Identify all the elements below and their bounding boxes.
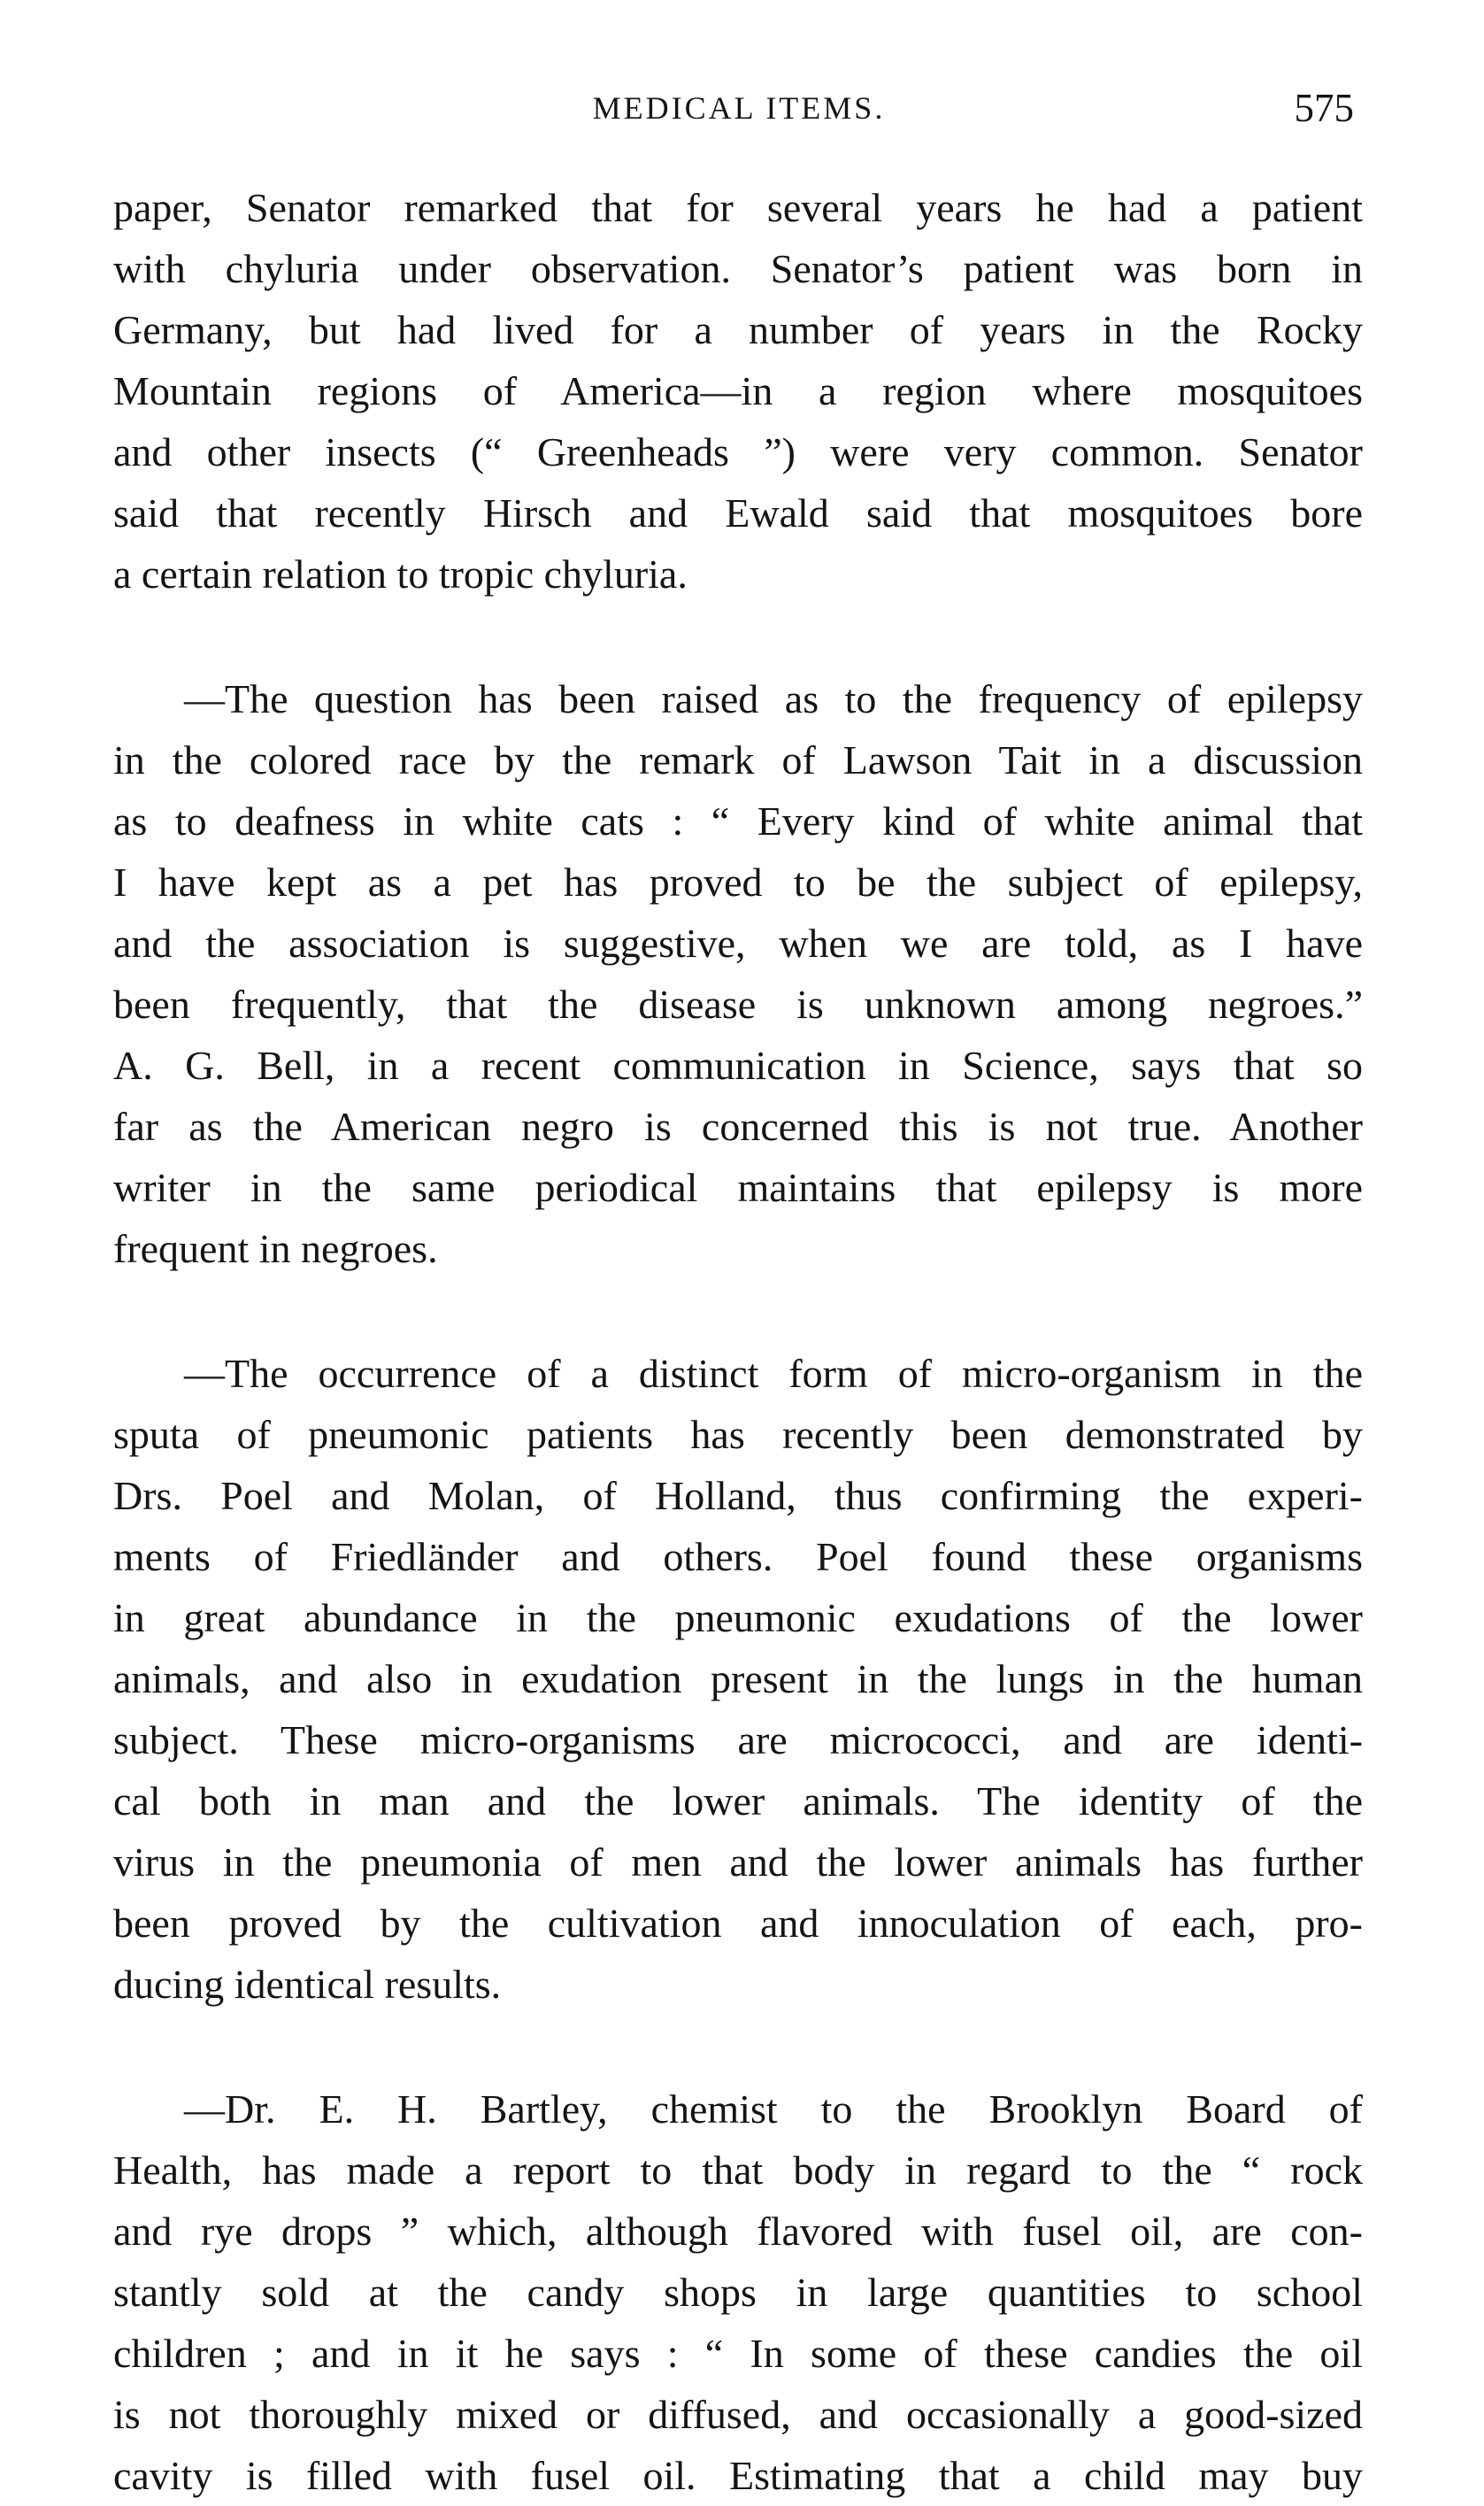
text-line: been proved by the cultivation and innoculation of each, pro- — [113, 1901, 1363, 1946]
text-line: I have kept as a pet has proved to be the subject of epilepsy, — [113, 860, 1363, 905]
text-line: Drs. Poel and Molan, of Holland, thus confirming the experi- — [113, 1473, 1363, 1518]
text-line: said that recently Hirsch and Ewald said that mosquitoes bore — [113, 490, 1363, 536]
text-line: —Dr. E. H. Bartley, chemist to the Brooklyn Board of — [184, 2086, 1363, 2132]
text-line: in the colored race by the remark of Lawson Tait in a discussion — [113, 737, 1363, 783]
text-line: ducing identical results. — [113, 1962, 502, 2007]
text-line: frequent in negroes. — [113, 1226, 438, 1271]
paragraph-gap — [113, 1279, 1363, 1343]
text-line: is not thoroughly mixed or diffused, and occasionally a good-sized — [113, 2392, 1363, 2437]
paragraph-fusel-oil — [113, 2078, 1363, 2506]
text-line: with chyluria under observation. Senator’s patient was born in — [113, 246, 1363, 291]
text-line: —The occurrence of a distinct form of micro-organism in the — [184, 1351, 1363, 1396]
paragraph-gap — [113, 605, 1363, 668]
text-line: children ; and in it he says : “ In some of these candies the oil — [113, 2331, 1363, 2376]
text-line: paper, Senator remarked that for several years he had a patient — [113, 185, 1363, 230]
text-line: far as the American negro is concerned this is not true. Another — [113, 1104, 1363, 1149]
text-line: been frequently, that the disease is unknown among negroes.” — [113, 982, 1363, 1027]
paragraph-chyluria — [113, 177, 1363, 605]
running-title: MEDICAL ITEMS. — [592, 90, 886, 126]
text-line: Mountain regions of America—in a region where mosquitoes — [113, 368, 1363, 413]
paragraph-gap — [113, 2015, 1363, 2078]
text-line: in great abundance in the pneumonic exudations of the lower — [113, 1595, 1363, 1640]
text-line: ments of Friedländer and others. Poel found these organisms — [113, 1534, 1363, 1579]
text-line: animals, and also in exudation present in the lungs in the human — [113, 1656, 1363, 1701]
text-line: a certain relation to tropic chyluria. — [113, 551, 688, 597]
text-line: virus in the pneumonia of men and the lower animals has further — [113, 1839, 1363, 1885]
text-line: and the association is suggestive, when we are told, as I have — [113, 921, 1363, 966]
text-line: Germany, but had lived for a number of years in the Rocky — [113, 307, 1363, 352]
body-text — [113, 177, 1363, 2506]
running-head — [115, 81, 1363, 135]
text-line: cavity is filled with fusel oil. Estimating that a child may buy — [113, 2453, 1363, 2498]
text-line: as to deafness in white cats : “ Every kind of white animal that — [113, 798, 1363, 844]
paragraph-epilepsy — [113, 668, 1363, 1279]
text-line: A. G. Bell, in a recent communication in Science, says that so — [113, 1043, 1363, 1088]
page-number: 575 — [1294, 86, 1354, 130]
text-line: and other insects (“ Greenheads ”) were very common. Senator — [113, 429, 1363, 474]
text-line: cal both in man and the lower animals. The identity of the — [113, 1778, 1363, 1824]
text-line: sputa of pneumonic patients has recently been demonstrated by — [113, 1412, 1363, 1457]
text-line: Health, has made a report to that body in regard to the “ rock — [113, 2147, 1363, 2193]
text-line: and rye drops ” which, although flavored with fusel oil, are con- — [113, 2209, 1363, 2254]
text-line: subject. These micro-organisms are micrococci, and are identi- — [113, 1717, 1363, 1762]
paragraph-pneumonia — [113, 1343, 1363, 2015]
text-line: writer in the same periodical maintains that epilepsy is more — [113, 1165, 1363, 1210]
text-line: —The question has been raised as to the frequency of epilepsy — [184, 676, 1363, 721]
text-line: stantly sold at the candy shops in large quantities to school — [113, 2270, 1363, 2315]
